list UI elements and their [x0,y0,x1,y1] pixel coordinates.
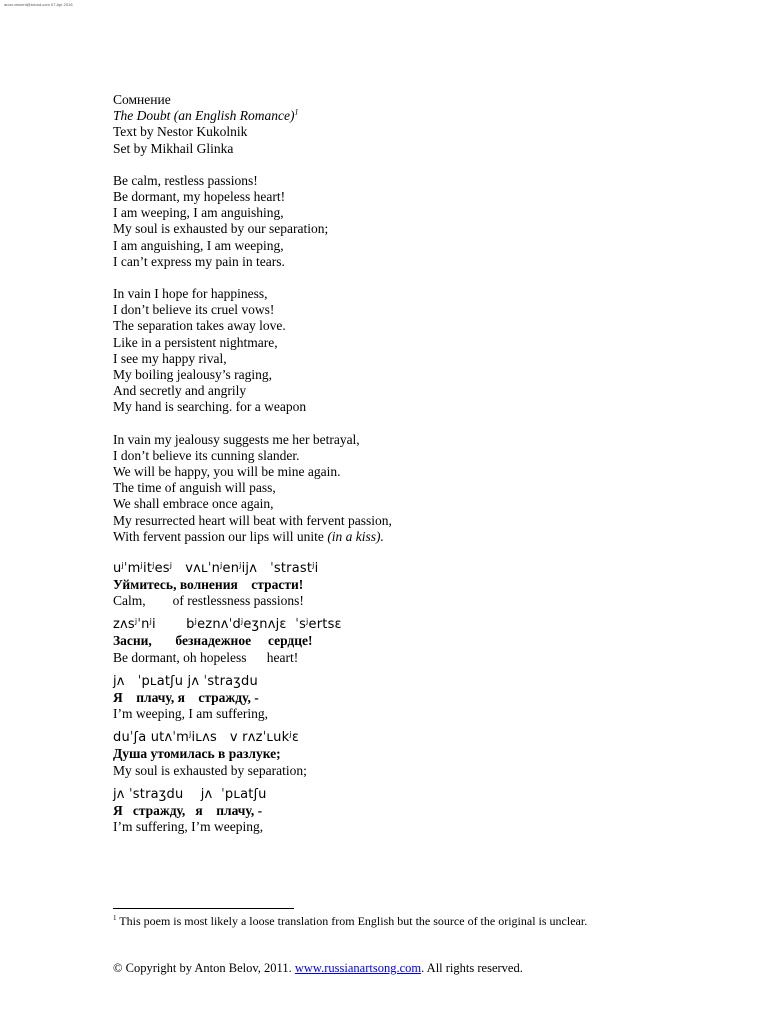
text-credit: Text by Nestor Kukolnik [113,124,248,140]
verse-line: The time of anguish will pass, [113,480,276,496]
ipa-line: jʌ ˈstraʒdu jʌ ˈpʟatʃu [113,786,267,802]
document-header [113,92,713,157]
verse-line: We will be happy, you will be mine again. [113,464,341,480]
verse-line: My boiling jealousy’s raging, [113,367,272,383]
song-title: Сомнение [113,92,171,107]
literal-translation-line: Be dormant, oh hopeless heart! [113,649,299,665]
russian-line: Душа утомилась в разлуке; [113,746,281,762]
ipa-line: jʌ ˈpʟatʃu jʌ ˈstraʒdu [113,673,258,689]
transliteration-block [113,787,713,835]
verse-line: I see my happy rival, [113,350,227,366]
verse-line: My hand is searching. for a weapon [113,399,307,415]
stanza-2 [113,286,713,416]
website-link[interactable]: www.russianartsong.com [294,961,422,975]
verse-line: I am weeping, I am anguishing, [113,205,284,221]
verse-line: My soul is exhausted by our separation; [113,221,329,237]
document-page [113,92,713,835]
verse-line: I don’t believe its cruel vows! [113,302,275,318]
stanza-3 [113,432,713,545]
transliteration-block [113,561,713,609]
composer-credit: Set by Mikhail Glinka [113,140,234,156]
verse-line: I don’t believe its cunning slander. [113,447,300,463]
ipa-line: duˈʃa utʌˈmʲiʟʌs v rʌzˈʟukʲɛ [113,730,300,746]
footnote-text: This poem is most likely a loose translation from English but the source of the original is unclear. [116,914,588,928]
verse-line: We shall embrace once again, [113,496,274,512]
verse-line: With fervent passion our lips will unite (in a kiss). [113,528,384,544]
verse-line: I am anguishing, I am weeping, [113,237,284,253]
footnote [113,914,587,928]
literal-translation-line: I’m weeping, I am suffering, [113,706,268,722]
footnote-divider [113,908,294,909]
transliteration-block [113,674,713,722]
literal-translation-line: Calm, of restlessness passions! [113,593,304,609]
stage-direction: (in a kiss). [327,528,384,544]
russian-line: Я плачу, я стражду, - [113,689,259,705]
transliteration-block [113,617,713,665]
literal-translation-line: I’m suffering, I’m weeping, [113,818,264,834]
verse-line: Like in a persistent nightmare, [113,334,278,350]
verse-line: I can’t express my pain in tears. [113,253,285,269]
copyright-notice: © Copyright by Anton Belov, 2011. www.russianartsong.com. All rights reserved. [113,961,523,975]
ipa-line: uʲˈmʲitʲesʲ vʌʟˈnʲenʲijʌ ˈstrastʲi [113,561,319,577]
russian-line: Я стражду, я плачу, - [113,802,263,818]
stanza-1 [113,173,713,270]
verse-line: My resurrected heart will beat with fervent passion, [113,512,392,528]
verse-line: Be calm, restless passions! [113,172,258,188]
ipa-line: zʌsʲˈnʲi bʲeznʌˈdʲeʒnʌjɛ ˈsʲertsɛ [113,617,342,633]
literal-translation-line: My soul is exhausted by separation; [113,762,307,778]
footnote-number: 1 [113,914,117,922]
download-stamp: anon.vincent@icloud.com 07 Apr 2016 [4,2,73,7]
footnote-mark: 1 [294,107,299,117]
russian-line: Уймитесь, волнения страсти! [113,577,304,593]
verse-line: In vain I hope for happiness, [113,286,268,302]
verse-line: And secretly and angrily [113,383,247,399]
verse-line: In vain my jealousy suggests me her betrayal, [113,431,360,447]
transliteration-block [113,730,713,778]
russian-line: Засни, безнадежное сердце! [113,633,313,649]
verse-line: The separation takes away love. [113,318,286,334]
transliteration-section [113,561,713,835]
verse-line: Be dormant, my hopeless heart! [113,189,286,205]
song-subtitle: The Doubt (an English Romance)$^1$ [113,107,299,124]
